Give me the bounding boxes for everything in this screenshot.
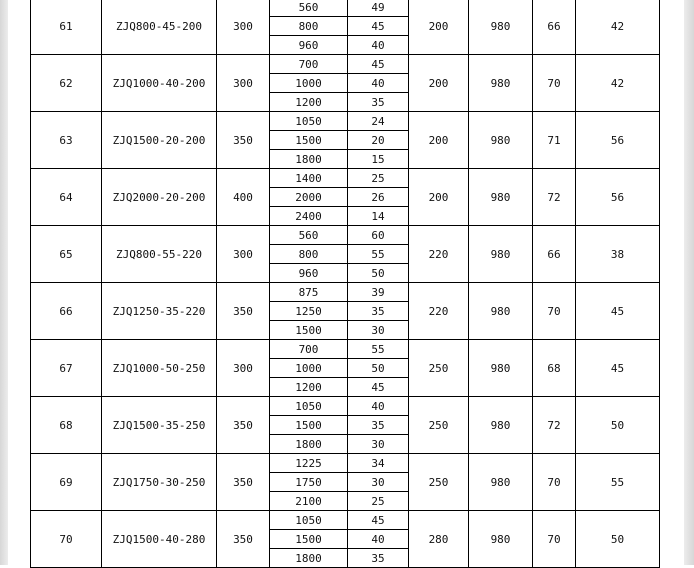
table-row [31,511,660,530]
sub-value-a-cell: 1225 [270,454,348,473]
sub-value-b-cell: 30 [348,435,409,454]
sub-value-a-cell: 1200 [270,378,348,397]
model-cell: ZJQ1750-30-250 [102,454,217,511]
sub-value-a-cell: 2400 [270,207,348,226]
value-cell: 56 [576,169,660,226]
sub-value-a-cell: 700 [270,55,348,74]
sub-value-b-cell: 35 [348,302,409,321]
row-number-cell: 69 [31,454,102,511]
value-cell: 350 [217,511,270,568]
sub-value-a-cell: 875 [270,283,348,302]
value-cell: 200 [409,55,469,112]
left-page-shadow [0,0,8,565]
value-cell: 70 [533,511,576,568]
row-number-cell: 63 [31,112,102,169]
row-number-cell: 65 [31,226,102,283]
table-row [31,283,660,302]
value-cell: 220 [409,283,469,340]
value-cell: 200 [409,0,469,55]
sub-value-b-cell: 25 [348,169,409,188]
sub-value-a-cell: 1500 [270,131,348,150]
sub-value-a-cell: 1200 [270,93,348,112]
value-cell: 980 [469,511,533,568]
value-cell: 70 [533,454,576,511]
sub-value-b-cell: 30 [348,473,409,492]
sub-value-a-cell: 960 [270,36,348,55]
row-number-cell: 64 [31,169,102,226]
value-cell: 980 [469,169,533,226]
value-cell: 980 [469,340,533,397]
row-number-cell: 66 [31,283,102,340]
value-cell: 55 [576,454,660,511]
table-row [31,454,660,473]
value-cell: 300 [217,226,270,283]
value-cell: 980 [469,283,533,340]
sub-value-a-cell: 960 [270,264,348,283]
sub-value-a-cell: 1400 [270,169,348,188]
table-row [31,397,660,416]
value-cell: 45 [576,340,660,397]
sub-value-a-cell: 1800 [270,549,348,568]
model-cell: ZJQ1500-35-250 [102,397,217,454]
value-cell: 50 [576,397,660,454]
sub-value-a-cell: 1800 [270,435,348,454]
table-row [31,112,660,131]
sub-value-b-cell: 40 [348,36,409,55]
value-cell: 66 [533,0,576,55]
sub-value-a-cell: 1050 [270,112,348,131]
sub-value-b-cell: 24 [348,112,409,131]
value-cell: 70 [533,55,576,112]
sub-value-b-cell: 55 [348,340,409,359]
sub-value-b-cell: 35 [348,549,409,568]
value-cell: 200 [409,112,469,169]
value-cell: 250 [409,340,469,397]
sub-value-b-cell: 35 [348,93,409,112]
sub-value-a-cell: 1000 [270,359,348,378]
value-cell: 980 [469,226,533,283]
value-cell: 71 [533,112,576,169]
value-cell: 56 [576,112,660,169]
sub-value-b-cell: 55 [348,245,409,264]
sub-value-b-cell: 45 [348,55,409,74]
sub-value-a-cell: 1050 [270,397,348,416]
sub-value-a-cell: 800 [270,245,348,264]
model-cell: ZJQ2000-20-200 [102,169,217,226]
sub-value-b-cell: 30 [348,321,409,340]
value-cell: 300 [217,55,270,112]
row-number-cell: 70 [31,511,102,568]
value-cell: 68 [533,340,576,397]
document-sheet [8,0,684,565]
row-number-cell: 67 [31,340,102,397]
value-cell: 250 [409,397,469,454]
model-cell: ZJQ800-45-200 [102,0,217,55]
table-row [31,226,660,245]
sub-value-a-cell: 1750 [270,473,348,492]
sub-value-a-cell: 560 [270,0,348,17]
sub-value-b-cell: 35 [348,416,409,435]
sub-value-a-cell: 1050 [270,511,348,530]
value-cell: 72 [533,397,576,454]
value-cell: 980 [469,0,533,55]
pump-spec-table [30,0,660,568]
sub-value-b-cell: 45 [348,511,409,530]
value-cell: 42 [576,0,660,55]
table-row [31,55,660,74]
value-cell: 980 [469,112,533,169]
table-row [31,169,660,188]
sub-value-b-cell: 26 [348,188,409,207]
sub-value-b-cell: 40 [348,74,409,93]
sub-value-a-cell: 560 [270,226,348,245]
sub-value-a-cell: 1500 [270,416,348,435]
value-cell: 200 [409,169,469,226]
sub-value-b-cell: 45 [348,17,409,36]
sub-value-b-cell: 25 [348,492,409,511]
sub-value-a-cell: 2100 [270,492,348,511]
sub-value-a-cell: 1800 [270,150,348,169]
sub-value-b-cell: 34 [348,454,409,473]
value-cell: 66 [533,226,576,283]
model-cell: ZJQ800-55-220 [102,226,217,283]
row-number-cell: 68 [31,397,102,454]
value-cell: 220 [409,226,469,283]
row-number-cell: 62 [31,55,102,112]
sub-value-b-cell: 14 [348,207,409,226]
value-cell: 250 [409,454,469,511]
sub-value-a-cell: 1500 [270,321,348,340]
value-cell: 980 [469,55,533,112]
sub-value-b-cell: 15 [348,150,409,169]
value-cell: 70 [533,283,576,340]
sub-value-b-cell: 39 [348,283,409,302]
sub-value-a-cell: 1250 [270,302,348,321]
table-row [31,0,660,17]
sub-value-a-cell: 800 [270,17,348,36]
sub-value-b-cell: 40 [348,397,409,416]
value-cell: 45 [576,283,660,340]
sub-value-a-cell: 700 [270,340,348,359]
sub-value-b-cell: 40 [348,530,409,549]
sub-value-b-cell: 50 [348,359,409,378]
sub-value-b-cell: 60 [348,226,409,245]
value-cell: 980 [469,454,533,511]
value-cell: 300 [217,340,270,397]
model-cell: ZJQ1250-35-220 [102,283,217,340]
value-cell: 50 [576,511,660,568]
sub-value-b-cell: 49 [348,0,409,17]
sub-value-a-cell: 1500 [270,530,348,549]
value-cell: 280 [409,511,469,568]
model-cell: ZJQ1500-20-200 [102,112,217,169]
sub-value-a-cell: 1000 [270,74,348,93]
value-cell: 980 [469,397,533,454]
value-cell: 300 [217,0,270,55]
model-cell: ZJQ1500-40-280 [102,511,217,568]
table-row [31,340,660,359]
value-cell: 400 [217,169,270,226]
value-cell: 38 [576,226,660,283]
sub-value-b-cell: 20 [348,131,409,150]
value-cell: 42 [576,55,660,112]
right-page-shadow [684,0,694,565]
model-cell: ZJQ1000-50-250 [102,340,217,397]
row-number-cell: 61 [31,0,102,55]
sub-value-a-cell: 2000 [270,188,348,207]
value-cell: 350 [217,454,270,511]
sub-value-b-cell: 45 [348,378,409,397]
value-cell: 350 [217,397,270,454]
model-cell: ZJQ1000-40-200 [102,55,217,112]
sub-value-b-cell: 50 [348,264,409,283]
value-cell: 350 [217,283,270,340]
value-cell: 72 [533,169,576,226]
value-cell: 350 [217,112,270,169]
